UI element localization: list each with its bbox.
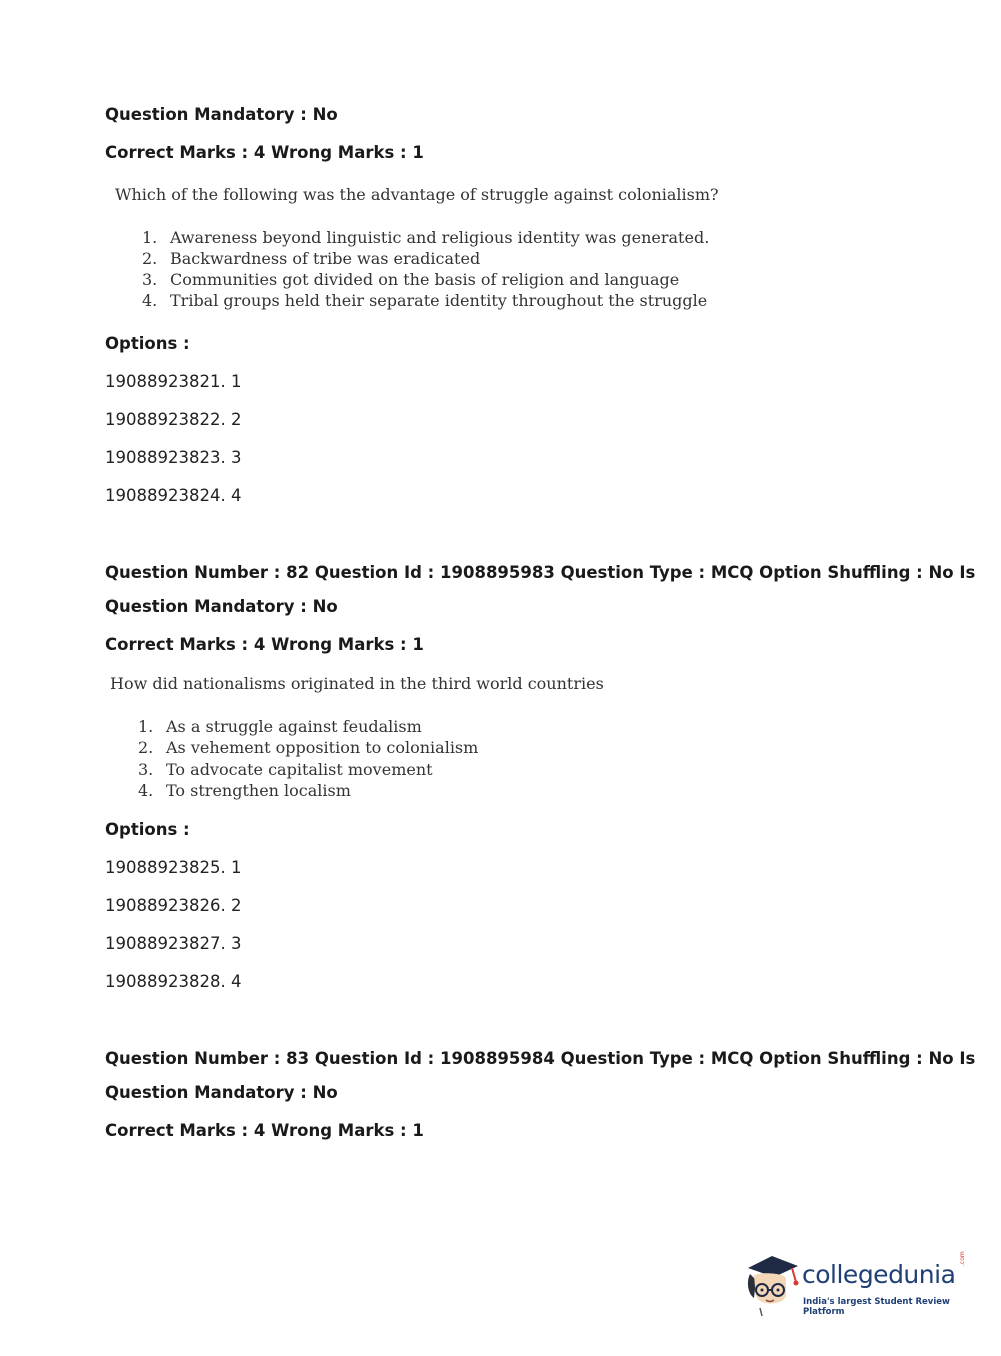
- option-id: 19088923821. 1: [105, 372, 242, 391]
- choice-text: Communities got divided on the basis of religion and language: [170, 270, 680, 289]
- choice-text: To strengthen localism: [166, 781, 351, 800]
- marks-info: Correct Marks : 4 Wrong Marks : 1: [105, 143, 424, 162]
- choice-text: As a struggle against feudalism: [166, 717, 422, 736]
- choice-number: 1.: [138, 717, 154, 736]
- choice-item: [142, 290, 707, 311]
- choice-item: [138, 716, 422, 737]
- choice-item: [138, 780, 351, 801]
- option-id: 19088923827. 3: [105, 934, 242, 953]
- option-id: 19088923824. 4: [105, 486, 242, 505]
- logo-tagline: India's largest Student Review Platform: [803, 1297, 950, 1317]
- question-mandatory: Question Mandatory : No: [105, 1083, 338, 1102]
- logo-com-suffix: .com: [959, 1251, 966, 1266]
- choice-item: [138, 759, 433, 780]
- choice-item: [142, 269, 679, 290]
- choice-number: 3.: [138, 760, 154, 779]
- choice-text: As vehement opposition to colonialism: [166, 738, 479, 757]
- mascot-icon: [742, 1250, 802, 1320]
- question-text: Which of the following was the advantage of struggle against colonialism?: [115, 185, 719, 204]
- choice-number: 1.: [142, 228, 158, 247]
- choice-number: 4.: [138, 781, 154, 800]
- marks-info: Correct Marks : 4 Wrong Marks : 1: [105, 635, 424, 654]
- question-mandatory: Question Mandatory : No: [105, 105, 338, 124]
- choice-item: [142, 227, 709, 248]
- option-id: 19088923826. 2: [105, 896, 242, 915]
- choice-number: 2.: [138, 738, 154, 757]
- choice-text: To advocate capitalist movement: [166, 760, 433, 779]
- choice-text: Tribal groups held their separate identity throughout the struggle: [170, 291, 708, 310]
- option-id: 19088923828. 4: [105, 972, 242, 991]
- options-label: Options :: [105, 334, 190, 353]
- choice-text: Awareness beyond linguistic and religious identity was generated.: [170, 228, 710, 247]
- option-id: 19088923822. 2: [105, 410, 242, 429]
- choice-number: 2.: [142, 249, 158, 268]
- choice-number: 3.: [142, 270, 158, 289]
- choice-number: 4.: [142, 291, 158, 310]
- option-id: 19088923825. 1: [105, 858, 242, 877]
- logo-wordmark: collegedunia: [802, 1260, 956, 1289]
- question-mandatory: Question Mandatory : No: [105, 597, 338, 616]
- collegedunia-logo: [742, 1250, 972, 1320]
- option-id: 19088923823. 3: [105, 448, 242, 467]
- marks-info: Correct Marks : 4 Wrong Marks : 1: [105, 1121, 424, 1140]
- options-label: Options :: [105, 820, 190, 839]
- choice-item: [142, 248, 480, 269]
- question-header: Question Number : 83 Question Id : 1908895984 Question Type : MCQ Option Shuffling : No Is: [105, 1049, 976, 1068]
- choice-item: [138, 737, 478, 758]
- question-text: How did nationalisms originated in the third world countries: [110, 674, 604, 693]
- choice-text: Backwardness of tribe was eradicated: [170, 249, 481, 268]
- question-header: Question Number : 82 Question Id : 1908895983 Question Type : MCQ Option Shuffling : No Is: [105, 563, 976, 582]
